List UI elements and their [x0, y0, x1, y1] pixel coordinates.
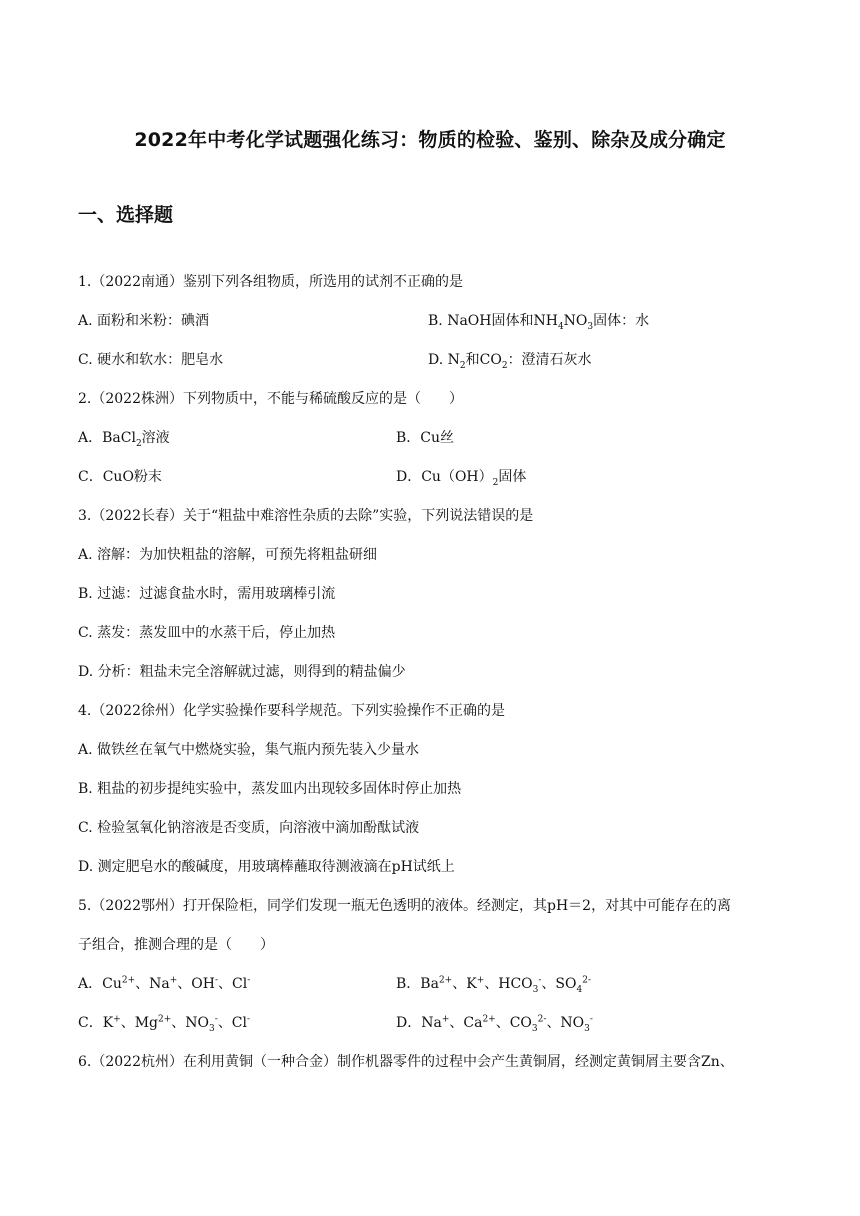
question-5-option-a: A．$Cu^{2+}$、Na+、OH-、Cl-	[78, 975, 251, 992]
question-5-option-c: C．K+、$Mg^{2+}$、$NO_3^-$、Cl-	[78, 1014, 251, 1034]
question-1-option-b: B. NaOH固体和$NH_4NO_3$固体：水	[428, 313, 650, 332]
question-4-option-a: A. 做铁丝在氧气中燃烧实验，集气瓶内预先装入少量水	[78, 742, 420, 758]
question-4-stem: 4.（2022徐州）化学实验操作要科学规范。下列实验操作不正确的是	[78, 703, 505, 719]
question-1-option-c: C. 硬水和软水：肥皂水	[78, 352, 224, 368]
question-1-option-a: A. 面粉和米粉：碘酒	[78, 313, 210, 329]
question-3-option-b: B. 过滤：过滤食盐水时，需用玻璃棒引流	[78, 586, 336, 602]
question-4-option-d: D. 测定肥皂水的酸碱度，用玻璃棒蘸取待测液滴在pH试纸上	[78, 859, 455, 875]
document-title: 2022年中考化学试题强化练习：物质的检验、鉴别、除杂及成分确定	[134, 129, 726, 151]
question-2-option-b: B．Cu丝	[396, 430, 455, 446]
question-2-option-a: A．BaCl$_2$溶液	[78, 430, 170, 449]
question-6-stem: 6.（2022杭州）在利用黄铜（一种合金）制作机器零件的过程中会产生黄铜屑，经测定黄铜屑主要含Zn、	[78, 1054, 734, 1070]
question-2-stem: 2.（2022株洲）下列物质中，不能与稀硫酸反应的是（ ）	[78, 391, 463, 407]
question-3-option-a: A. 溶解：为加快粗盐的溶解，可预先将粗盐研细	[78, 547, 378, 563]
question-5-stem-line-1: 5.（2022鄂州）打开保险柜，同学们发现一瓶无色透明的液体。经测定，其pH＝2，对其中可能存在的离	[78, 898, 732, 914]
question-5-option-b: B．$Ba^{2+}$、K+、$HCO_3^-$、$SO_4^{2-}$	[396, 975, 592, 995]
question-2-option-c: C．CuO粉末	[78, 469, 162, 485]
question-1-stem: 1.（2022南通）鉴别下列各组物质，所选用的试剂不正确的是	[78, 274, 463, 290]
question-3-option-c: C. 蒸发：蒸发皿中的水蒸干后，停止加热	[78, 625, 336, 641]
question-5-stem-line-2: 子组合，推测合理的是（ ）	[78, 937, 274, 953]
section-heading: 一、选择题	[78, 204, 174, 226]
question-5-option-d: D．Na+、$Ca^{2+}$、$CO_3^{2-}$、$NO_3^-$	[396, 1014, 593, 1034]
question-4-option-b: B. 粗盐的初步提纯实验中，蒸发皿内出现较多固体时停止加热	[78, 781, 462, 797]
question-3-stem: 3.（2022长春）关于“粗盐中难溶性杂质的去除”实验，下列说法错误的是	[78, 508, 534, 524]
question-3-option-d: D. 分析：粗盐未完全溶解就过滤，则得到的精盐偏少	[78, 664, 406, 680]
question-2-option-d: D．$Cu(OH)_2$固体	[396, 469, 527, 488]
question-1-option-d: D. $N_2$和$CO_2$：澄清石灰水	[428, 352, 592, 371]
question-4-option-c: C. 检验氢氧化钠溶液是否变质，向溶液中滴加酚酞试液	[78, 820, 420, 836]
